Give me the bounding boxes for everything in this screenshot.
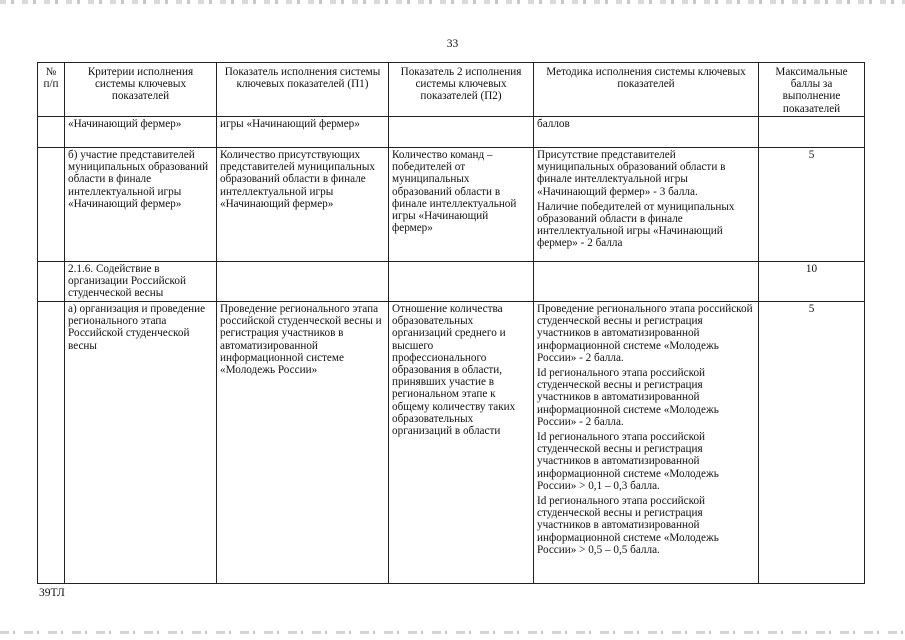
method-paragraph: Id регионального этапа российской студенческой весны и регистрация участников в автоматизированной информационной системе «Молодежь России» > 0,1 – 0,3 балла. [537, 431, 719, 492]
cell-max-points: 10 [759, 262, 865, 302]
header-max-points: Максимальные баллы за выполнение показателей [759, 63, 865, 117]
method-paragraph: Id регионального этапа российской студенческой весны и регистрация участников в автоматизированной информационной системе «Молодежь России» > 0,5 – 0,5 балла. [537, 495, 719, 556]
scan-edge-top [0, 0, 905, 4]
indicators-table [37, 62, 865, 584]
cell-num [38, 302, 65, 584]
cell-criteria: а) организация и проведение регионального этапа Российской студенческой весны [65, 302, 217, 584]
cell-indicator1: Проведение регионального этапа российской студенческой весны и регистрация участников в автоматизированной информационной системе «Молодежь России» [217, 302, 389, 584]
cell-indicator2 [389, 262, 534, 302]
header-criteria: Критерии исполнения системы ключевых показателей [65, 63, 217, 117]
cell-max-points: 5 [759, 302, 865, 584]
cell-method [534, 262, 759, 302]
cell-max-points: 5 [759, 148, 865, 262]
cell-method [534, 117, 759, 148]
cell-method [534, 302, 759, 584]
cell-method [534, 148, 759, 262]
header-indicator1: Показатель исполнения системы ключевых показателей (П1) [217, 63, 389, 117]
cell-indicator2 [389, 117, 534, 148]
cell-criteria: 2.1.6. Содействие в организации Российской студенческой весны [65, 262, 217, 302]
cell-num [38, 262, 65, 302]
method-paragraph: баллов [537, 118, 570, 130]
cell-indicator1: Количество присутствующих представителей муниципальных образований области в финале интеллектуальной игры «Начинающий фермер» [217, 148, 389, 262]
method-paragraph: Наличие победителей от муниципальных образований области в финале интеллектуальной игры «Начинающий фермер» - 2 балла [537, 200, 735, 250]
method-paragraph: Присутствие представителей муниципальных образований области в финале интеллектуальной игры «Начинающий фермер» - 3 балла. [537, 149, 726, 198]
cell-num [38, 117, 65, 148]
header-indicator2: Показатель 2 исполнения системы ключевых показателей (П2) [389, 63, 534, 117]
method-paragraph: Проведение регионального этапа российской студенческой весны и регистрация участников в автоматизированной информационной системе «Молодежь России» - 2 балла. [537, 303, 753, 364]
table-row [38, 302, 865, 584]
table-row [38, 148, 865, 262]
header-row [38, 63, 865, 117]
cell-num [38, 148, 65, 262]
header-method: Методика исполнения системы ключевых показателей [534, 63, 759, 117]
cell-indicator1: игры «Начинающий фермер» [217, 117, 389, 148]
cell-indicator2: Отношение количества образовательных организаций среднего и высшего профессионального образования в области, принявших участие в региональном этапе к общему количеству таких образовательных организаций в области [389, 302, 534, 584]
cell-max-points [759, 117, 865, 148]
scan-edge-bottom [0, 631, 905, 634]
cell-indicator2: Количество команд – победителей от муниципальных образований области в финале интеллектуальной игры «Начинающий фермер» [389, 148, 534, 262]
table-row [38, 117, 865, 148]
method-paragraph: Id регионального этапа российской студенческой весны и регистрация участников в автоматизированной информационной системе «Молодежь России» - 2 балла. [537, 367, 719, 428]
footer-note: 39ТЛ [39, 587, 65, 599]
page-number: 33 [446, 38, 459, 50]
cell-criteria: «Начинающий фермер» [65, 117, 217, 148]
table-row [38, 262, 865, 302]
cell-indicator1 [217, 262, 389, 302]
header-num: № п/п [38, 63, 65, 117]
cell-criteria: б) участие представителей муниципальных образований области в финале интеллектуальной игры «Начинающий фермер» [65, 148, 217, 262]
